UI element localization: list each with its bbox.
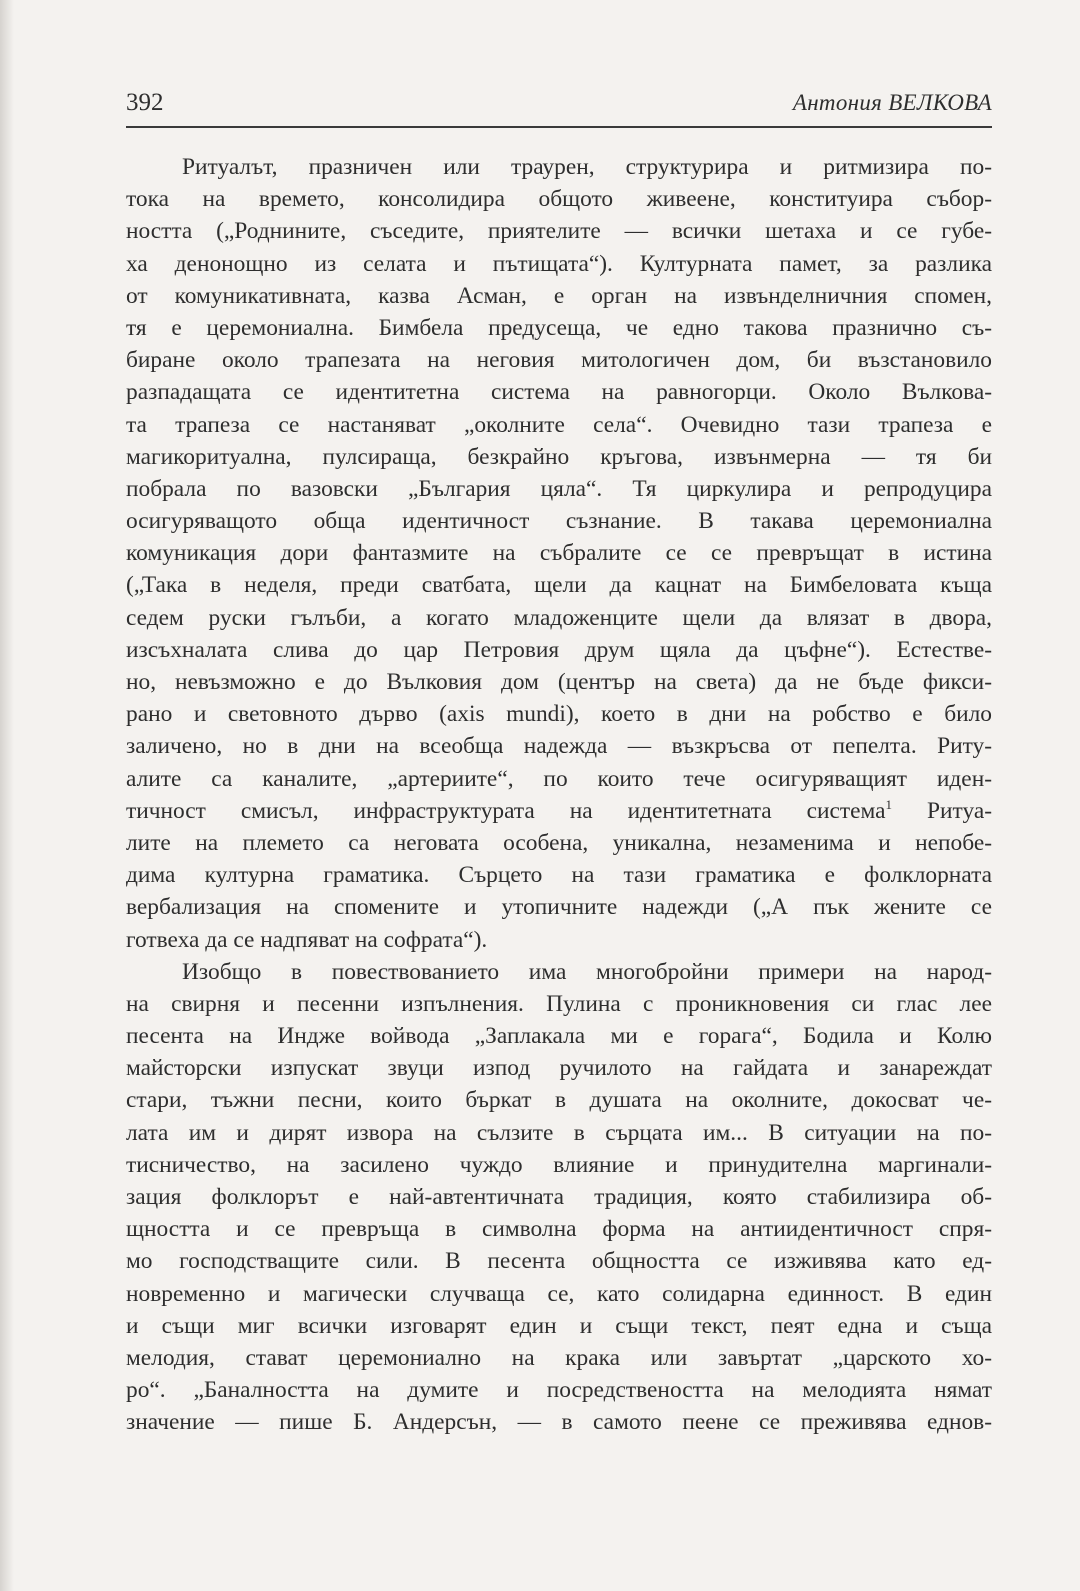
text-line: значение — пише Б. Андерсън, — в самото пеене се преживява еднов- <box>126 1409 992 1436</box>
text-line: лата им и дирят извора на сълзите в сърцата им... В ситуации на по- <box>126 1119 992 1146</box>
text-line: побрала по вазовски „България цяла“. Тя циркулира и репродуцира <box>126 475 992 502</box>
text-line: ро“. „Баналността на думите и посредствеността на мелодията нямат <box>126 1377 992 1404</box>
page-number: 392 <box>126 89 164 116</box>
text-line: песента на Индже войвода „Заплакала ми е горага“, Бодила и Колю <box>126 1023 992 1050</box>
text-line: та трапеза се настаняват „околните села“. Очевидно тази трапеза е <box>126 411 992 438</box>
spine-shadow <box>0 0 14 1591</box>
text-line: щността и се превръща в символна форма на антиидентичност спря- <box>126 1216 992 1243</box>
text-line-tail: Ритуа- <box>927 797 992 824</box>
text-line: от комуникативната, казва Асман, е орган на извънделничния спомен, <box>126 282 992 309</box>
text-line: заличено, но в дни на всеобща надежда — възкръсва от пепелта. Риту- <box>126 733 992 760</box>
text-line: зация фолклорът е най-автентичната традиция, която стабилизира об- <box>126 1184 992 1210</box>
text-line: комуникация дори фантазмите на събралите се се превръщат в истина <box>126 540 992 567</box>
text-line: лите на племето са неговата особена, уникална, незаменима и непобе- <box>126 829 992 856</box>
text-line: Изобщо в повествованието има многобройни примери на народ- <box>182 958 992 985</box>
text-line: осигуряващото обща идентичност съзнание. В такава церемониална <box>126 508 992 535</box>
text-line: изсъхналата слива до цар Петровия друм щяла да цъфне“). Естестве- <box>126 636 992 663</box>
paragraph-2 <box>126 956 992 1439</box>
running-head-author: Антония ВЕЛКОВА <box>792 90 992 115</box>
paragraph-1 <box>126 151 992 956</box>
text-line: рано и световното дърво (axis mundi), което в дни на робство е било <box>126 701 992 728</box>
text-line: готвеха да се надпяват на софрата“). <box>126 926 488 953</box>
text-line: разпадащата се идентитетна система на равногорци. Около Вълкова- <box>126 379 992 406</box>
text-line: магикоритуална, пулсираща, безкрайно кръгова, извънмерна — тя би <box>126 443 992 470</box>
body-text <box>126 151 992 1439</box>
text-line: новременно и магически случваща се, като солидарна единност. В един <box>126 1280 992 1307</box>
text-line: мо господстващите сили. В песента общността се изживява като ед- <box>126 1248 992 1275</box>
text-line-with-footnote <box>126 795 992 827</box>
page-header <box>126 86 992 128</box>
text-line: тока на времето, консолидира общото живеене, конституира събор- <box>126 186 992 213</box>
text-line: тя е церемониална. Бимбела предусеща, че едно такова празнично съ- <box>126 314 992 341</box>
text-line: на свирня и песенни изпълнения. Пулина с проникновения си глас лее <box>126 990 992 1017</box>
text-line: седем руски гълъби, а когато младоженците щели да влязат в двора, <box>126 604 992 631</box>
text-line: тисничество, на засилено чуждо влияние и принудителна маргинали- <box>126 1151 992 1178</box>
text-line-main: тичност смисъл, инфраструктурата на идентитетната система <box>126 797 886 824</box>
text-line: биране около трапезата на неговия митологичен дом, би възстановило <box>126 347 992 374</box>
text-line: Ритуалът, празничен или траурен, структурира и ритмизира по- <box>182 154 992 180</box>
footnote-ref[interactable]: 1 <box>885 796 893 812</box>
text-line: вербализация на спомените и утопичните надежди („А пък жените се <box>126 894 992 921</box>
text-line: алите са каналите, „артериите“, по които тече осигуряващият иден- <box>126 765 992 792</box>
text-line: („Така в неделя, преди сватбата, щели да кацнат на Бимбеловата къща <box>126 572 992 599</box>
text-line: дима културна граматика. Сърцето на тази граматика е фолклорната <box>126 862 992 889</box>
text-line: ха денонощно из селата и пътищата“). Културната памет, за разлика <box>126 250 992 277</box>
text-line: ността („Роднините, съседите, приятелите — всички шетаха и се губе- <box>126 218 992 245</box>
text-line: но, невъзможно е до Вълковия дом (център на света) да не бъде фикси- <box>126 669 992 695</box>
text-line: мелодия, стават церемониално на крака или завъртат „царското хо- <box>126 1344 992 1371</box>
text-line: майсторски изпускат звуци изпод ручилото на гайдата и занареждат <box>126 1055 992 1082</box>
text-line: и същи миг всички изговарят един и същи текст, пеят една и съща <box>126 1312 992 1339</box>
text-line: стари, тъжни песни, които бъркат в душата на околните, докосват че- <box>126 1087 992 1114</box>
